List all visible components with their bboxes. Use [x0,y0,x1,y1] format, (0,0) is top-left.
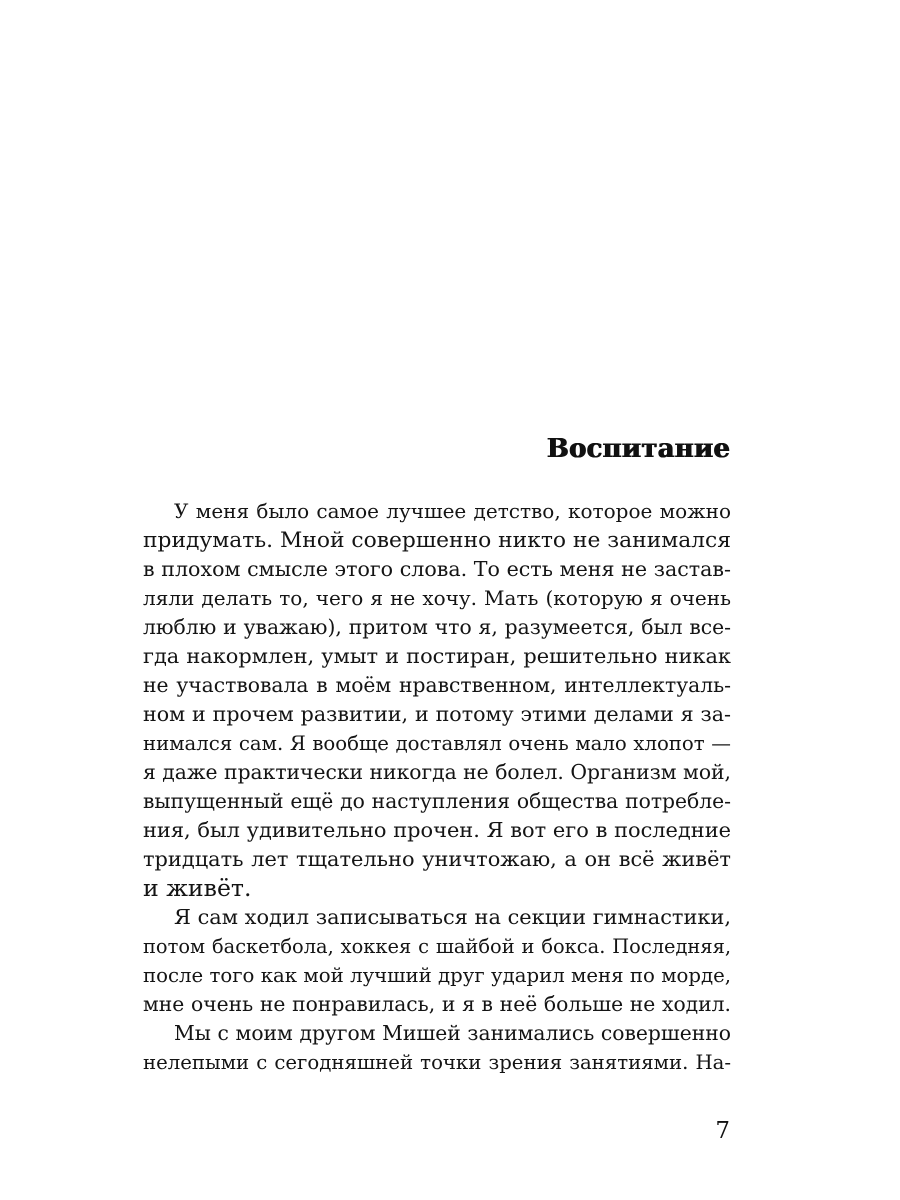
text-line: тридцать лет тщательно уничтожаю, а он всё живёт [143,847,731,871]
chapter-title: Воспитание [546,434,730,464]
text-line: я даже практически никогда не болел. Организм мой, [143,760,731,784]
text-line: люблю и уважаю), притом что я, разумеется, был все- [143,615,731,639]
text-line: придумать. Мной совершенно никто не занимался [143,528,731,553]
text-line: после того как мой лучший друг ударил меня по морде, [143,964,731,987]
text-line: нелепыми с сегодняшней точки зрения занятиями. На- [143,1051,731,1074]
text-line: и живёт. [143,874,252,902]
text-line: Я сам ходил записываться на секции гимнастики, [174,905,731,929]
text-line: У меня было самое лучшее детство, которое можно [174,499,731,523]
body-text [143,497,731,1077]
text-line: гда накормлен, умыт и постиран, решительно никак [143,644,731,668]
text-line: потом баскетбола, хоккея с шайбой и бокса. Последняя, [143,935,731,958]
text-line: Мы с моим другом Мишей занимались совершенно [174,1021,731,1045]
text-line: выпущенный ещё до наступления общества потребле- [143,789,731,813]
text-line: в плохом смысле этого слова. То есть меня не застав- [143,557,731,581]
text-line: ляли делать то, чего я не хочу. Мать (которую я очень [143,586,731,610]
text-line: ния, был удивительно прочен. Я вот его в последние [143,818,731,842]
text-line: мне очень не понравилась, и я в неё больше не ходил. [143,992,731,1016]
page-number: 7 [715,1118,730,1144]
text-line: нимался сам. Я вообще доставлял очень мало хлопот — [143,732,731,755]
text-line: ном и прочем развитии, и потому этими делами я за- [143,702,731,726]
text-line: не участвовала в моём нравственном, интеллектуаль- [143,673,731,697]
